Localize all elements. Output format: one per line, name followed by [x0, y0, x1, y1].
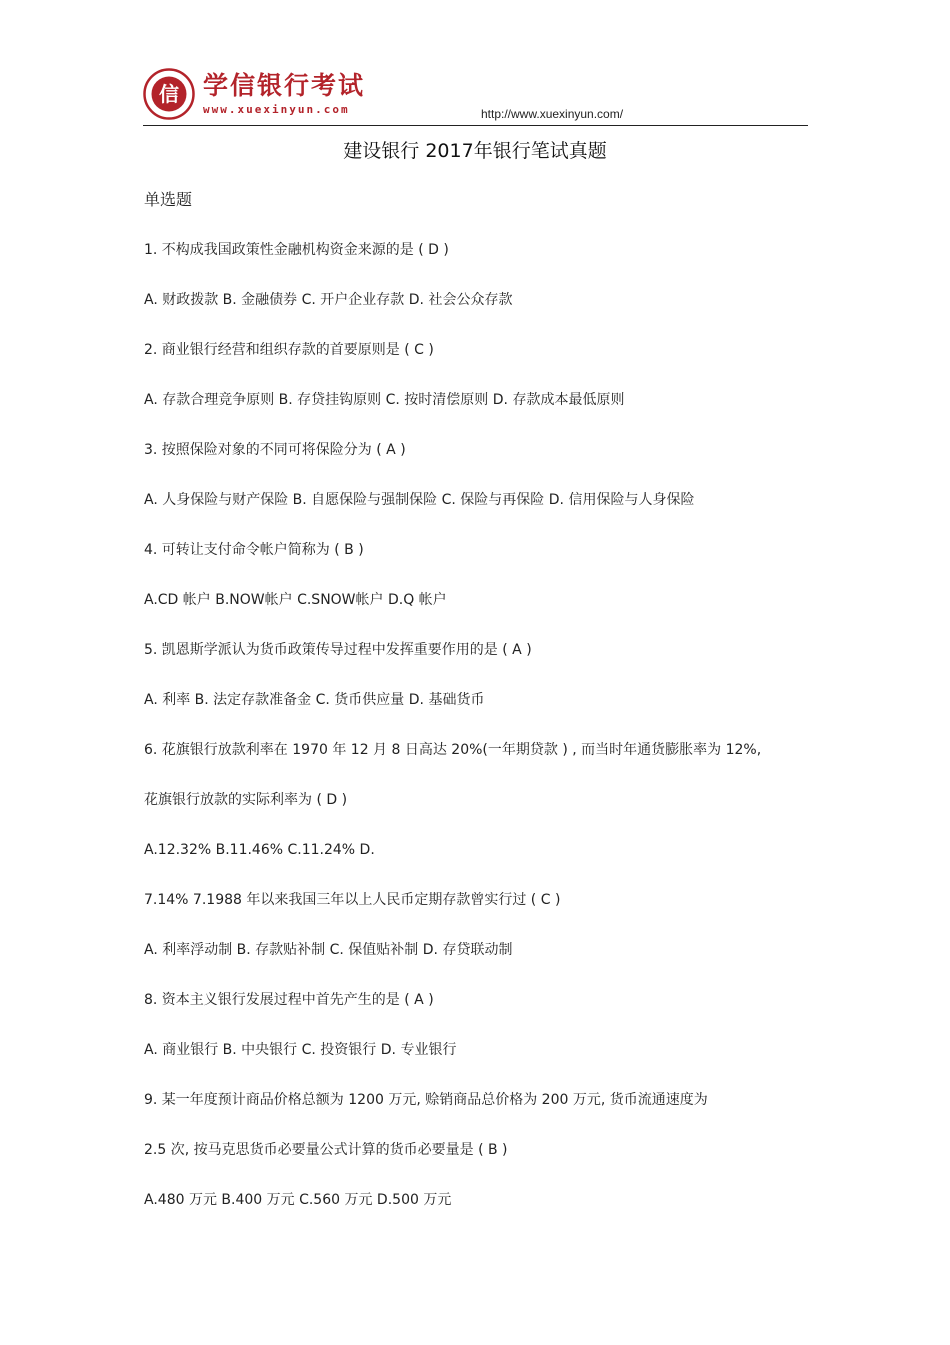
question-9-continued: 2.5 次, 按马克思货币必要量公式计算的货币必要量是 ( B ) — [144, 1142, 508, 1158]
page-header — [143, 68, 808, 126]
document-title: 建设银行 2017年银行笔试真题 — [343, 140, 607, 162]
question-8: 8. 资本主义银行发展过程中首先产生的是 ( A ) — [144, 992, 434, 1008]
options-2: A. 存款合理竞争原则 B. 存贷挂钩原则 C. 按时清偿原则 D. 存款成本最低原则 — [144, 392, 625, 408]
brand-name: 学信银行考试 — [203, 71, 366, 100]
section-heading: 单选题 — [144, 190, 193, 209]
seal-icon — [143, 68, 195, 120]
question-2: 2. 商业银行经营和组织存款的首要原则是 ( C ) — [144, 342, 434, 358]
header-divider — [143, 125, 808, 126]
question-4: 4. 可转让支付命令帐户简称为 ( B ) — [144, 542, 364, 558]
document-body — [144, 188, 824, 1238]
question-5: 5. 凯恩斯学派认为货币政策传导过程中发挥重要作用的是 ( A ) — [144, 642, 532, 658]
question-6: 6. 花旗银行放款利率在 1970 年 12 月 8 日高达 20%(一年期贷款 ) , 而当时年通货膨胀率为 12%, — [144, 742, 762, 758]
question-6-continued: 花旗银行放款的实际利率为 ( D ) — [144, 792, 348, 808]
site-url-link[interactable]: http://www.xuexinyun.com/ — [481, 107, 624, 121]
question-7: 7.14% 7.1988 年以来我国三年以上人民币定期存款曾实行过 ( C ) — [144, 892, 561, 908]
options-4: A.CD 帐户 B.NOW帐户 C.SNOW帐户 D.Q 帐户 — [144, 592, 447, 608]
question-3: 3. 按照保险对象的不同可将保险分为 ( A ) — [144, 442, 406, 458]
question-9: 9. 某一年度预计商品价格总额为 1200 万元, 赊销商品总价格为 200 万元, 货币流通速度为 — [144, 1092, 708, 1108]
options-1: A. 财政拨款 B. 金融债券 C. 开户企业存款 D. 社会公众存款 — [144, 292, 513, 308]
options-7: A. 利率浮动制 B. 存款贴补制 C. 保值贴补制 D. 存贷联动制 — [144, 942, 513, 958]
svg-text:信: 信 — [159, 82, 179, 106]
options-5: A. 利率 B. 法定存款准备金 C. 货币供应量 D. 基础货币 — [144, 692, 485, 708]
options-9: A.480 万元 B.400 万元 C.560 万元 D.500 万元 — [144, 1192, 452, 1208]
options-8: A. 商业银行 B. 中央银行 C. 投资银行 D. 专业银行 — [144, 1042, 457, 1058]
options-6: A.12.32% B.11.46% C.11.24% D. — [144, 842, 375, 858]
options-3: A. 人身保险与财产保险 B. 自愿保险与强制保险 C. 保险与再保险 D. 信用保险与人身保险 — [144, 492, 695, 508]
brand-logo[interactable] — [143, 68, 365, 120]
brand-url: www.xuexinyun.com — [203, 103, 350, 116]
question-1: 1. 不构成我国政策性金融机构资金来源的是 ( D ) — [144, 242, 449, 258]
brand-text — [203, 73, 365, 115]
